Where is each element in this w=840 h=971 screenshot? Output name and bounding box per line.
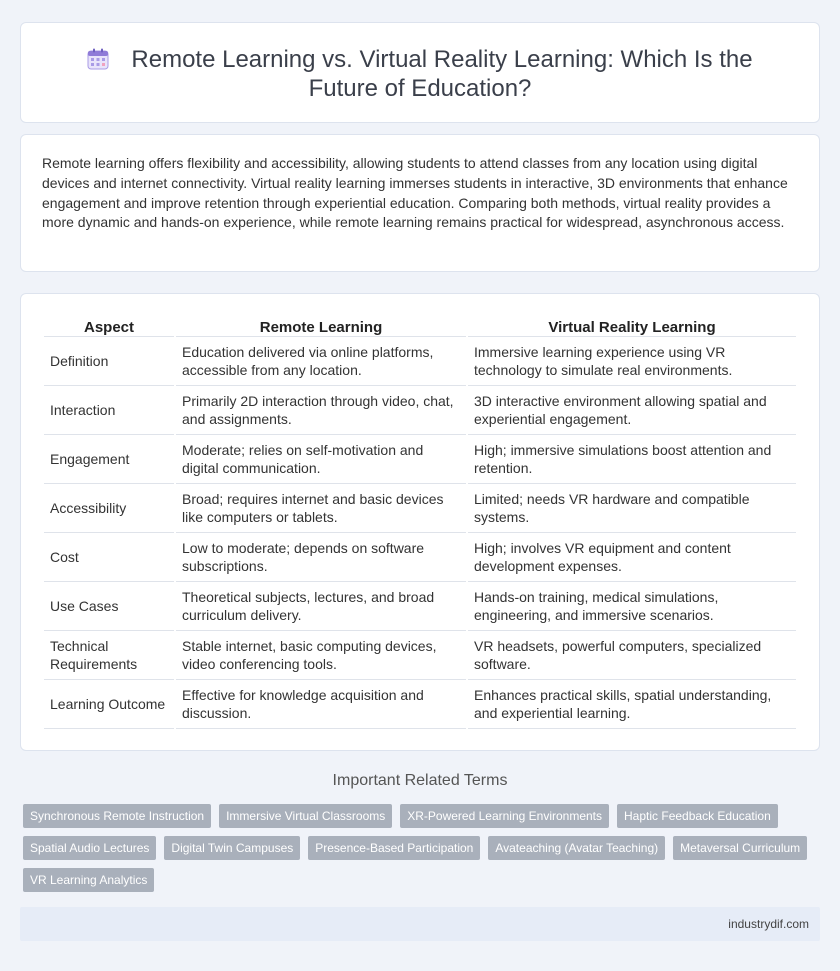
table-row <box>44 680 796 729</box>
related-term-tag[interactable]: Presence-Based Participation <box>308 836 480 860</box>
vr-cell: Limited; needs VR hardware and compatible systems. <box>468 484 796 533</box>
remote-cell: Effective for knowledge acquisition and discussion. <box>176 680 466 729</box>
related-term-tag[interactable]: Immersive Virtual Classrooms <box>219 804 392 828</box>
remote-cell: Primarily 2D interaction through video, chat, and assignments. <box>176 386 466 435</box>
related-terms-list <box>23 804 823 900</box>
intro-card <box>20 134 820 272</box>
title-card <box>20 22 820 123</box>
related-term-tag[interactable]: Digital Twin Campuses <box>164 836 300 860</box>
related-term-tag[interactable]: VR Learning Analytics <box>23 868 154 892</box>
header-vr-learning: Virtual Reality Learning <box>468 314 796 337</box>
aspect-cell: Engagement <box>44 435 174 484</box>
vr-cell: High; involves VR equipment and content development expenses. <box>468 533 796 582</box>
aspect-cell: Cost <box>44 533 174 582</box>
aspect-cell: Definition <box>44 337 174 386</box>
remote-cell: Stable internet, basic computing devices, video conferencing tools. <box>176 631 466 680</box>
table-header-row <box>44 314 796 337</box>
header-aspect: Aspect <box>44 314 174 337</box>
related-term-tag[interactable]: Avateaching (Avatar Teaching) <box>488 836 665 860</box>
aspect-cell: Technical Requirements <box>44 631 174 680</box>
aspect-cell: Interaction <box>44 386 174 435</box>
page-title <box>51 45 789 103</box>
aspect-cell: Use Cases <box>44 582 174 631</box>
table-row <box>44 337 796 386</box>
aspect-cell: Accessibility <box>44 484 174 533</box>
related-term-tag[interactable]: XR-Powered Learning Environments <box>400 804 609 828</box>
remote-cell: Broad; requires internet and basic devices like computers or tablets. <box>176 484 466 533</box>
vr-cell: 3D interactive environment allowing spatial and experiential engagement. <box>468 386 796 435</box>
vr-cell: VR headsets, powerful computers, specialized software. <box>468 631 796 680</box>
related-term-tag[interactable]: Spatial Audio Lectures <box>23 836 156 860</box>
footer <box>20 907 820 941</box>
related-terms-title: Important Related Terms <box>332 772 508 789</box>
vr-cell: Immersive learning experience using VR technology to simulate real environments. <box>468 337 796 386</box>
related-term-tag[interactable]: Metaversal Curriculum <box>673 836 807 860</box>
remote-cell: Low to moderate; depends on software subscriptions. <box>176 533 466 582</box>
footer-site-link[interactable]: industrydif.com <box>728 917 809 931</box>
comparison-table <box>42 314 798 729</box>
table-row <box>44 631 796 680</box>
table-row <box>44 386 796 435</box>
table-row <box>44 484 796 533</box>
table-row <box>44 582 796 631</box>
related-term-tag[interactable]: Haptic Feedback Education <box>617 804 778 828</box>
remote-cell: Theoretical subjects, lectures, and broad curriculum delivery. <box>176 582 466 631</box>
remote-cell: Moderate; relies on self-motivation and digital communication. <box>176 435 466 484</box>
page-title-text: Remote Learning vs. Virtual Reality Learning: Which Is the Future of Education? <box>131 46 753 102</box>
vr-cell: Enhances practical skills, spatial understanding, and experiential learning. <box>468 680 796 729</box>
related-term-tag[interactable]: Synchronous Remote Instruction <box>23 804 211 828</box>
aspect-cell: Learning Outcome <box>44 680 174 729</box>
vr-cell: Hands-on training, medical simulations, engineering, and immersive scenarios. <box>468 582 796 631</box>
remote-cell: Education delivered via online platforms, accessible from any location. <box>176 337 466 386</box>
intro-paragraph: Remote learning offers flexibility and accessibility, allowing students to attend classes from any location using digital devices and internet connectivity. Virtual reality learning immerses students in interactive, 3D environments that enhance engagement and improve retention through experiential education. Comparing both methods, virtual reality provides a more dynamic and hands-on experience, while remote learning remains practical for widespread, asynchronous access. <box>42 155 788 231</box>
comparison-table-card <box>20 293 820 751</box>
table-row <box>44 435 796 484</box>
table-row <box>44 533 796 582</box>
calendar-grid-icon <box>87 48 109 70</box>
header-remote-learning: Remote Learning <box>176 314 466 337</box>
vr-cell: High; immersive simulations boost attention and retention. <box>468 435 796 484</box>
